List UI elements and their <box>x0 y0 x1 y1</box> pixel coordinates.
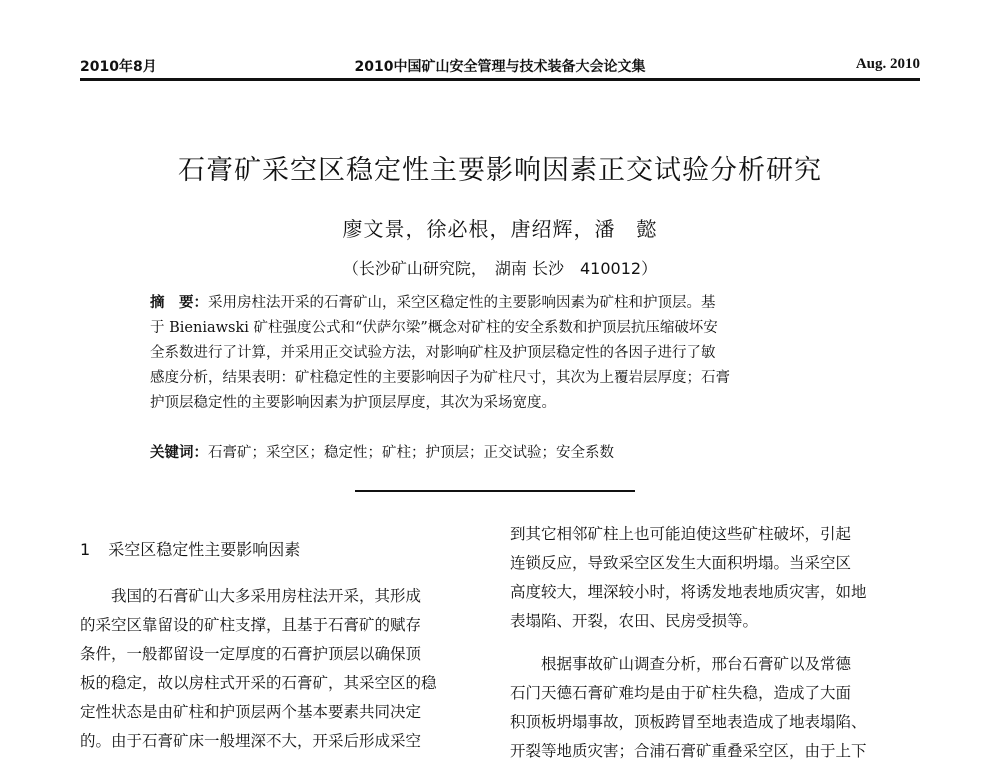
affiliation: （长沙矿山研究院， 湖南 长沙 410012） <box>342 259 658 278</box>
section-divider <box>355 490 635 492</box>
section-number: 1 <box>80 540 91 559</box>
abstract-text: 采用房柱法开采的石膏矿山，采空区稳定性的主要影响因素为矿柱和护顶层。基 <box>208 295 716 311</box>
keywords-text: 石膏矿；采空区；稳定性；矿柱；护顶层；正交试验；安全系数 <box>208 445 614 461</box>
body-line: 板的稳定，故以房柱式开采的石膏矿，其采空区的稳 <box>80 674 437 692</box>
keywords <box>150 441 850 462</box>
body-line: 开裂等地质灾害；合浦石膏矿重叠采空区，由于上下 <box>510 742 867 760</box>
body-line: 我国的石膏矿山大多采用房柱法开采，其形成 <box>80 587 422 605</box>
abstract-line: 全系数进行了计算，并采用正交试验方法，对影响矿柱及护顶层稳定性的各因子进行了敏 <box>150 345 716 361</box>
header-rule <box>80 78 920 81</box>
running-header <box>80 52 920 76</box>
authors: 廖文景，徐必根，唐绍辉，潘 懿 <box>342 217 658 241</box>
abstract-line: 护顶层稳定性的主要影响因素为护顶层厚度，其次为采场宽度。 <box>150 395 556 411</box>
section-title: 采空区稳定性主要影响因素 <box>108 540 301 559</box>
abstract-line: 感度分析，结果表明：矿柱稳定性的主要影响因子为矿柱尺寸，其次为上覆岩层厚度；石膏 <box>150 370 730 386</box>
right-column <box>510 520 922 766</box>
abstract-line <box>150 291 850 316</box>
header-date-cn: 2010年8月 <box>80 59 157 75</box>
body-line: 石门天德石膏矿难均是由于矿柱失稳，造成了大面 <box>510 684 852 702</box>
body-line: 根据事故矿山调查分析，邢台石膏矿以及常德 <box>510 655 852 673</box>
abstract-line: 于 Bieniawski 矿柱强度公式和“伏萨尔梁”概念对矿柱的安全系数和护顶层抗压缩破坏安 <box>150 320 718 336</box>
abstract-label: 摘 要： <box>150 295 208 311</box>
body-line: 条件，一般都留设一定厚度的石膏护顶层以确保顶 <box>80 645 422 663</box>
body-line: 到其它相邻矿柱上也可能迫使这些矿柱破坏，引起 <box>510 525 852 543</box>
body-line: 高度较大，埋深较小时，将诱发地表地质灾害，如地 <box>510 583 867 601</box>
body-line: 定性状态是由矿柱和护顶层两个基本要素共同决定 <box>80 703 422 721</box>
section-1-heading <box>80 537 300 560</box>
header-proceedings-title: 2010中国矿山安全管理与技术装备大会论文集 <box>354 59 646 75</box>
paragraph-gap <box>510 636 922 650</box>
header-date-en: Aug. 2010 <box>855 56 920 72</box>
body-line: 连锁反应，导致采空区发生大面积坍塌。当采空区 <box>510 554 852 572</box>
keywords-label: 关键词： <box>150 445 208 461</box>
body-line: 表塌陷、开裂，农田、民房受损等。 <box>510 612 759 630</box>
abstract <box>150 291 850 416</box>
body-line: 的采空区靠留设的矿柱支撑，且基于石膏矿的赋存 <box>80 616 422 634</box>
paper-title: 石膏矿采空区稳定性主要影响因素正交试验分析研究 <box>178 155 822 186</box>
body-line: 的。由于石膏矿床一般埋深不大，开采后形成采空 <box>80 732 422 750</box>
left-column <box>80 582 492 756</box>
body-line: 积顶板坍塌事故，顶板跨冒至地表造成了地表塌陷、 <box>510 713 867 731</box>
